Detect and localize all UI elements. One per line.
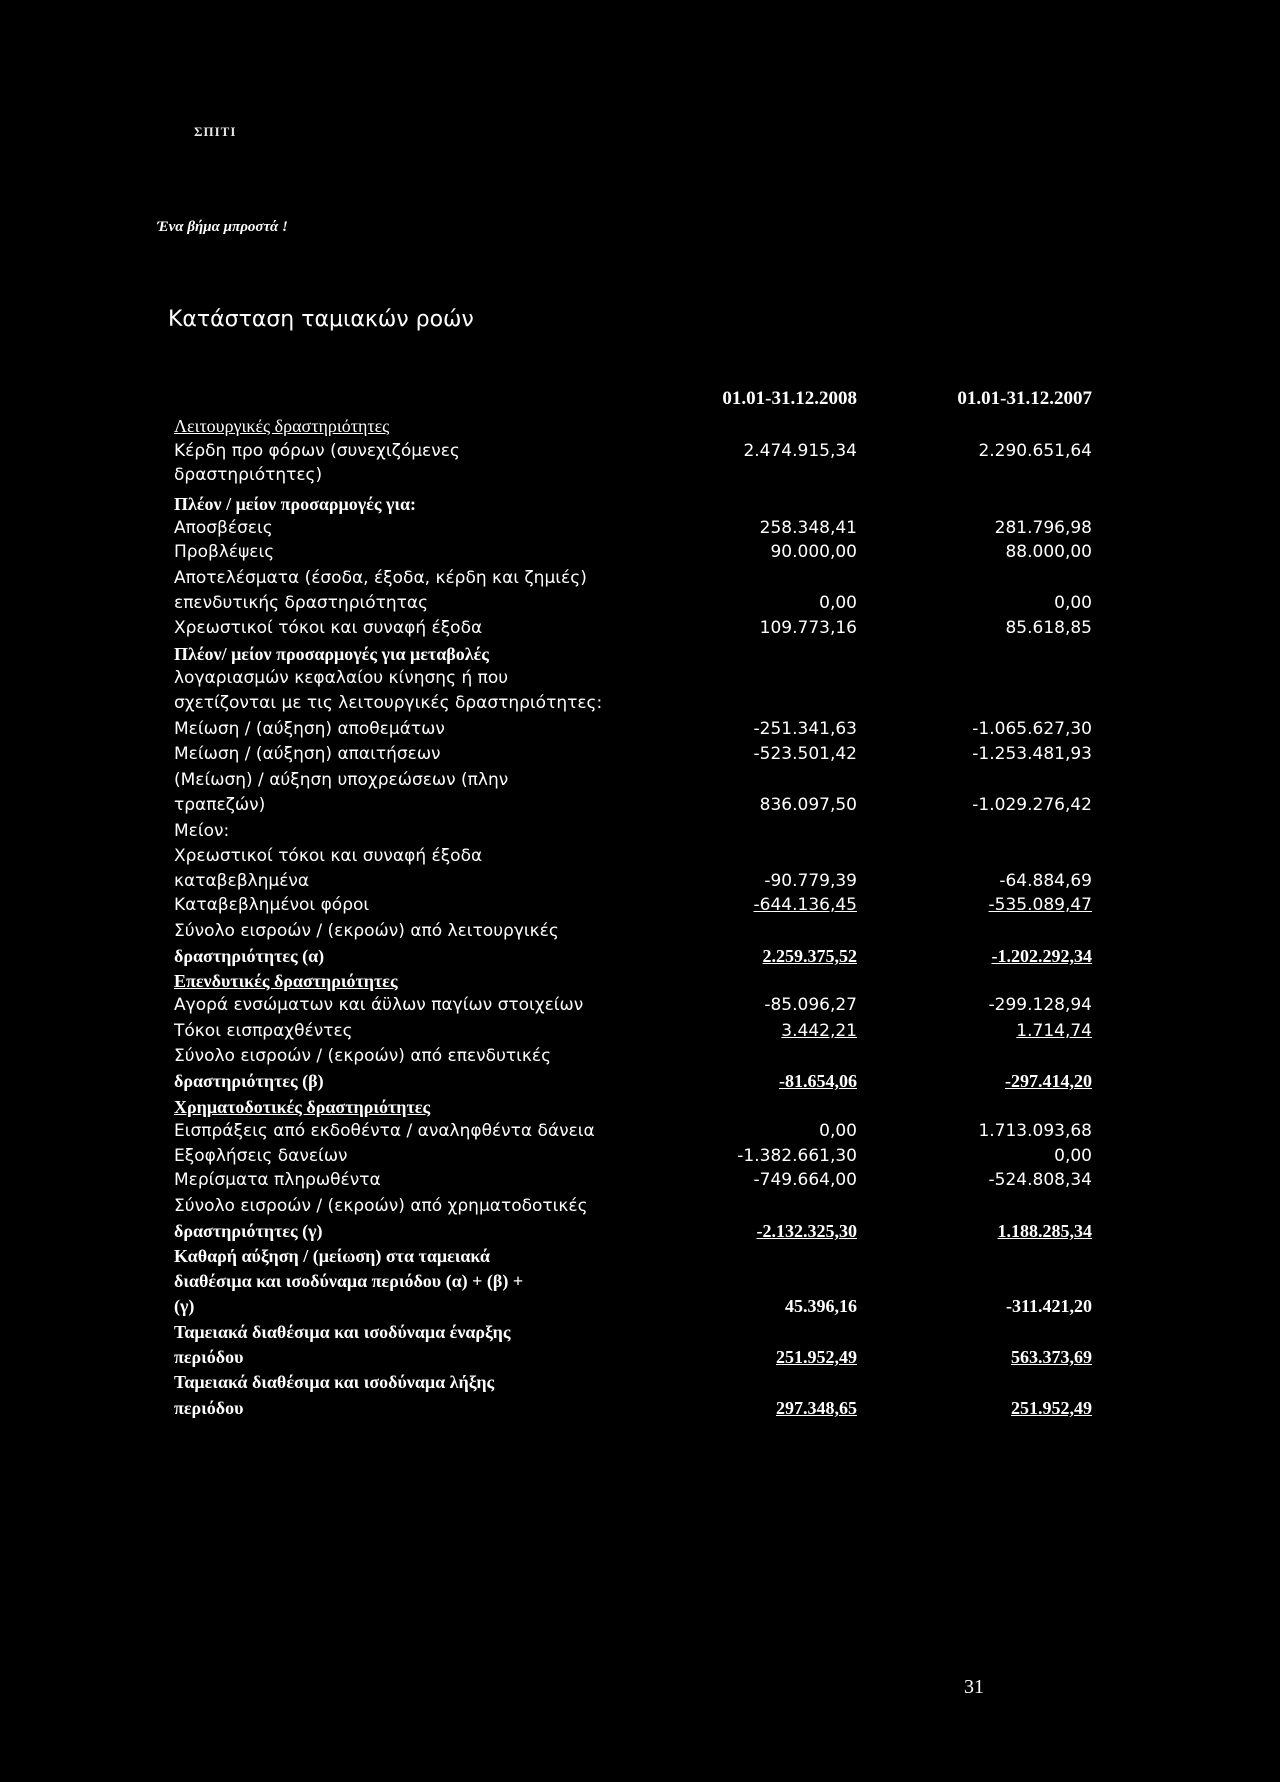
row-label: Ταμειακά διαθέσιμα και ισοδύναμα έναρξης <box>174 1322 511 1342</box>
row-label: Λειτουργικές δραστηριότητες <box>174 416 390 436</box>
table-row <box>0 1319 1280 1345</box>
table-row <box>0 943 1280 969</box>
row-label: Χρεωστικοί τόκοι και συναφή έξοδα <box>174 846 483 866</box>
row-label: Αποσβέσεις <box>174 518 273 538</box>
row-label: Χρηματοδοτικές δραστηριότητες <box>174 1097 431 1117</box>
table-row <box>0 1094 1280 1120</box>
row-label: περιόδου <box>174 1398 244 1418</box>
table-row <box>0 818 1280 844</box>
row-label: Κέρδη προ φόρων (συνεχιζόμενες <box>174 441 460 461</box>
value-2008: -90.779,39 <box>764 871 857 891</box>
table-row <box>0 1118 1280 1144</box>
row-label: δραστηριότητες) <box>174 465 323 485</box>
row-label: δραστηριότητες (γ) <box>174 1221 323 1241</box>
table-row <box>0 1243 1280 1269</box>
row-label: τραπεζών) <box>174 795 266 815</box>
row-label: λογαριασμών κεφαλαίου κίνησης ή που <box>174 668 509 688</box>
table-row <box>0 1218 1280 1244</box>
row-label: Σύνολο εισροών / (εκροών) από λειτουργικές <box>174 921 559 941</box>
row-label: Σύνολο εισροών / (εκροών) από χρηματοδοτικές <box>174 1196 588 1216</box>
table-row <box>0 1018 1280 1044</box>
row-label: επενδυτικής δραστηριότητας <box>174 593 429 613</box>
value-2008: 3.442,21 <box>781 1021 857 1041</box>
row-label: καταβεβλημένα <box>174 871 310 891</box>
value-2007: 1.714,74 <box>1016 1021 1092 1041</box>
value-2007: 1.188.285,34 <box>997 1221 1092 1241</box>
table-row <box>0 491 1280 517</box>
value-2007: 0,00 <box>1054 593 1092 613</box>
value-2007: -297.414,20 <box>1005 1071 1092 1091</box>
table-row <box>0 1369 1280 1395</box>
value-2008: -749.664,00 <box>753 1170 857 1190</box>
value-2008: -644.136,45 <box>753 895 857 915</box>
table-row <box>0 741 1280 767</box>
table-row <box>0 438 1280 464</box>
table-row <box>0 918 1280 944</box>
slogan: Ένα βήμα μπροστά ! <box>157 219 288 235</box>
table-row <box>0 539 1280 565</box>
row-label: Αγορά ενσώματων και άϋλων παγίων στοιχείων <box>174 995 584 1015</box>
table-row <box>0 1193 1280 1219</box>
row-label: σχετίζονται με τις λειτουργικές δραστηριότητες: <box>174 693 603 713</box>
table-row <box>0 992 1280 1018</box>
value-2008: -85.096,27 <box>764 995 857 1015</box>
table-row <box>0 615 1280 641</box>
value-2007: 85.618,85 <box>1005 618 1092 638</box>
row-label: Καθαρή αύξηση / (μείωση) στα ταμειακά <box>174 1246 490 1266</box>
row-label: Χρεωστικοί τόκοι και συναφή έξοδα <box>174 618 483 638</box>
row-label: Μείον: <box>174 821 230 841</box>
value-2007: 0,00 <box>1054 1146 1092 1166</box>
table-row <box>0 1293 1280 1319</box>
value-2008: 0,00 <box>819 593 857 613</box>
value-2007: 251.952,49 <box>1011 1398 1092 1418</box>
value-2008: 90.000,00 <box>770 542 857 562</box>
value-2007: -1.253.481,93 <box>972 744 1092 764</box>
page-number: 31 <box>964 1676 984 1698</box>
value-2008: -2.132.325,30 <box>756 1221 857 1241</box>
value-2007: -1.029.276,42 <box>972 795 1092 815</box>
row-label: Αποτελέσματα (έσοδα, έξοδα, κέρδη και ζημιές) <box>174 568 587 588</box>
row-label: Μείωση / (αύξηση) αποθεμάτων <box>174 719 445 739</box>
table-row <box>0 1344 1280 1370</box>
table-row <box>0 413 1280 439</box>
value-2007: -524.808,34 <box>988 1170 1092 1190</box>
value-2007: 563.373,69 <box>1011 1347 1092 1367</box>
value-2007: 281.796,98 <box>994 518 1092 538</box>
table-row <box>0 665 1280 691</box>
table-row <box>0 690 1280 716</box>
row-label: Πλέον/ μείον προσαρμογές για μεταβολές <box>174 644 489 664</box>
table-row <box>0 1143 1280 1169</box>
row-label: Σύνολο εισροών / (εκροών) από επενδυτικές <box>174 1046 552 1066</box>
value-2008: 251.952,49 <box>776 1347 857 1367</box>
value-2008: 109.773,16 <box>759 618 857 638</box>
value-2007: 2.290.651,64 <box>978 441 1092 461</box>
table-row <box>0 1167 1280 1193</box>
row-label: δραστηριότητες (β) <box>174 1071 324 1091</box>
table-row <box>0 565 1280 591</box>
value-2008: 836.097,50 <box>759 795 857 815</box>
table-row <box>0 1395 1280 1421</box>
value-2008: 2.259.375,52 <box>762 946 857 966</box>
table-row <box>0 892 1280 918</box>
table-row <box>0 590 1280 616</box>
row-label: Εξοφλήσεις δανείων <box>174 1146 348 1166</box>
value-2008: 2.474.915,34 <box>743 441 857 461</box>
row-label: Μείωση / (αύξηση) απαιτήσεων <box>174 744 441 764</box>
value-2008: 0,00 <box>819 1121 857 1141</box>
table-row <box>0 462 1280 488</box>
logo: ΣΠΙΤΙ <box>194 124 237 139</box>
row-label: διαθέσιμα και ισοδύναμα περιόδου (α) + (β) + <box>174 1271 524 1291</box>
value-2007: 88.000,00 <box>1005 542 1092 562</box>
value-2008: -81.654,06 <box>779 1071 857 1091</box>
row-label: Καταβεβλημένοι φόροι <box>174 895 370 915</box>
table-row <box>0 1068 1280 1094</box>
row-label: Μερίσματα πληρωθέντα <box>174 1170 381 1190</box>
value-2008: -523.501,42 <box>753 744 857 764</box>
table-row <box>0 1043 1280 1069</box>
table-row <box>0 868 1280 894</box>
value-2007: -535.089,47 <box>988 895 1092 915</box>
row-label: Εισπράξεις από εκδοθέντα / αναληφθέντα δάνεια <box>174 1121 595 1141</box>
value-2008: 258.348,41 <box>759 518 857 538</box>
value-2008: -251.341,63 <box>753 719 857 739</box>
row-label: περιόδου <box>174 1347 244 1367</box>
row-label: (Μείωση) / αύξηση υποχρεώσεων (πλην <box>174 770 509 790</box>
table-row <box>0 716 1280 742</box>
value-2007: 1.713.093,68 <box>978 1121 1092 1141</box>
row-label: Επενδυτικές δραστηριότητες <box>174 971 398 991</box>
row-label: Πλέον / μείον προσαρμογές για: <box>174 494 417 514</box>
value-2008: -1.382.661,30 <box>737 1146 857 1166</box>
table-row <box>0 968 1280 994</box>
table-row <box>0 515 1280 541</box>
value-2007: -299.128,94 <box>988 995 1092 1015</box>
table-row <box>0 843 1280 869</box>
table-row <box>0 792 1280 818</box>
value-2008: 45.396,16 <box>785 1296 857 1316</box>
value-2007: -1.065.627,30 <box>972 719 1092 739</box>
row-label: Ταμειακά διαθέσιμα και ισοδύναμα λήξης <box>174 1372 495 1392</box>
column-header-2008: 01.01-31.12.2008 <box>722 388 857 409</box>
row-label: δραστηριότητες (α) <box>174 946 325 966</box>
row-label: Τόκοι εισπραχθέντες <box>174 1021 353 1041</box>
value-2007: -311.421,20 <box>1005 1296 1092 1316</box>
value-2007: -64.884,69 <box>999 871 1092 891</box>
column-header-2007: 01.01-31.12.2007 <box>957 388 1092 409</box>
table-row <box>0 767 1280 793</box>
table-row <box>0 641 1280 667</box>
value-2008: 297.348,65 <box>776 1398 857 1418</box>
row-label: (γ) <box>174 1296 195 1316</box>
table-row <box>0 1268 1280 1294</box>
row-label: Προβλέψεις <box>174 542 275 562</box>
page-title: Κατάσταση ταμιακών ροών <box>168 307 474 332</box>
value-2007: -1.202.292,34 <box>991 946 1092 966</box>
